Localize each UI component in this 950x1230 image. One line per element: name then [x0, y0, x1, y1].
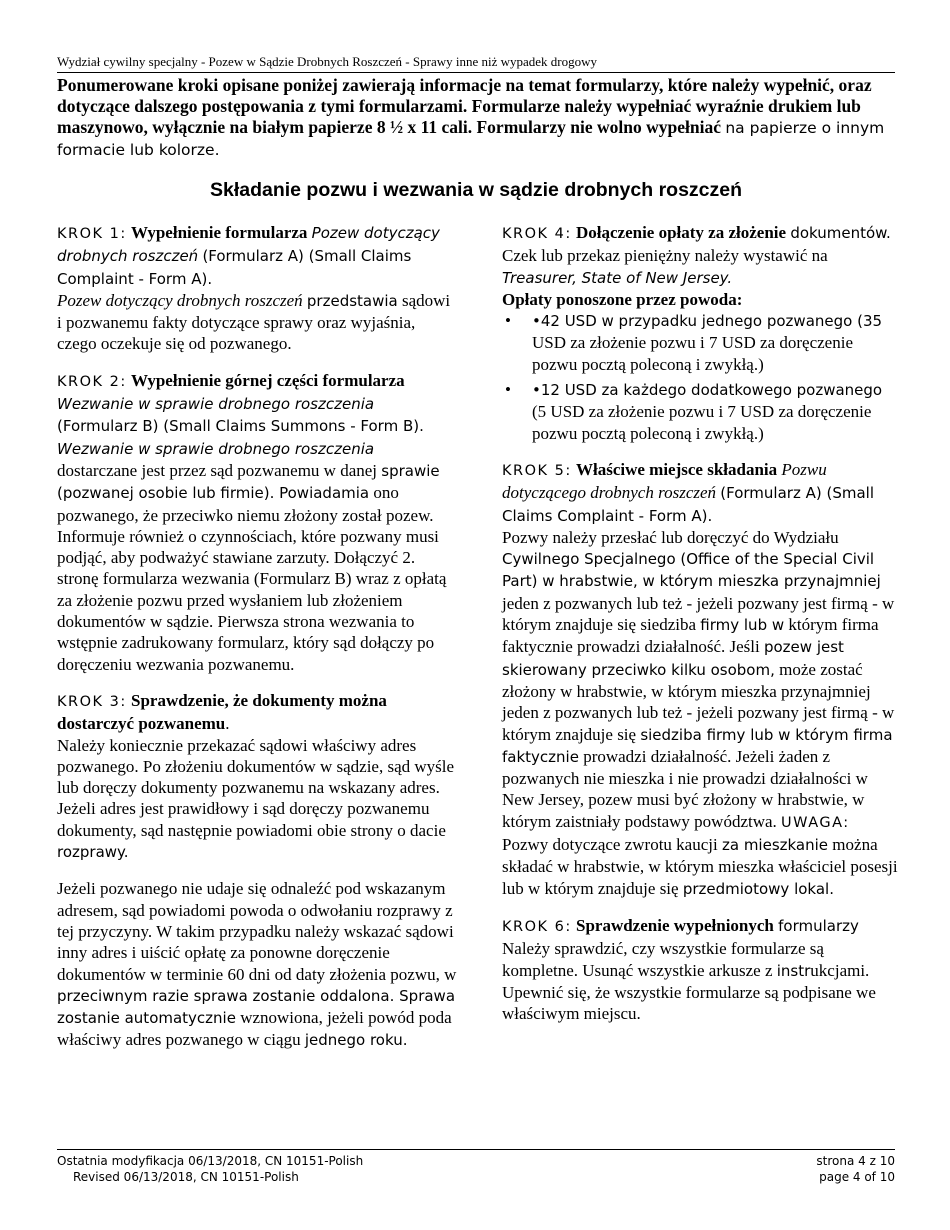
fee-lead: •12 USD za każdego dodatkowego pozwanego [532, 381, 883, 400]
step-5-body-m: przedmiotowy lokal. [682, 879, 834, 898]
step-4-payee: Treasurer, State of New Jersey. [502, 268, 733, 287]
step-5-body-c: jeden z pozwanych lub też - jeżeli pozwany jest firmą - w którym znajduje się siedziba [502, 593, 895, 635]
bullet-icon: • [505, 380, 511, 400]
step-5-body-d: firmy lub w [700, 616, 785, 635]
step-6-keyword: KROK 6: [502, 918, 572, 935]
intro-bold: Ponumerowane kroki opisane poniżej zawierają informacje na temat formularzy, które należy wypełnić, oraz dotyczące dalszego postępowania z tymi formularzami. Formularze należy wypełniać wyraźnie drukiem lub maszynowo, wyłącznie na białym papierze 8 ½ x 11 cali. Formularzy nie wolno wypełniać [57, 75, 872, 137]
step-3: KROK 3: Sprawdzenie, że dokumenty można dostarczyć pozwanemu. Należy koniecznie przekazać sądowi właściwy adres pozwanego. Po złożeniu dokumentów w sądzie, sąd wyśle lub doręczy dokumenty pozwanemu na wskazany adres. Jeżeli adres jest prawidłowy i sąd doręczy pozwanemu dokumenty, sąd następnie powiadomi obie strony o dacie rozprawy. [57, 690, 455, 862]
step-6-heading-tail: formularzy [778, 916, 859, 935]
section-title: Składanie pozwu i wezwania w sądzie drobnych roszczeń [209, 179, 743, 201]
fees-list [502, 310, 900, 444]
step-2-heading: Wypełnienie górnej części formularza [130, 370, 405, 390]
step-1-body-b: sądowi i pozwanemu fakty dotyczące sprawy oraz wyjaśnia, czego oczekuje się od pozwanego. [57, 290, 451, 354]
step-4-heading: Dołączenie opłaty za złożenie [575, 223, 787, 242]
page-header: Wydział cywilny specjalny - Pozew w Sądzie Drobnych Roszczeń - Sprawy inne niż wypadek drogowy [57, 54, 895, 73]
step-2-body-b: sprawie (pozwanej osobie lub firmie). Powiadamia [57, 461, 440, 503]
step-4 [502, 222, 900, 444]
right-column [502, 222, 900, 1039]
step-4-heading-tail: dokumentów. [790, 224, 891, 242]
step-2-body-italic: Wezwanie w sprawie drobnego roszczenia [57, 439, 375, 458]
step-1-body-italic: Pozew dotyczący drobnych roszczeń [57, 290, 303, 310]
step-2-keyword: KROK 2: [57, 373, 127, 390]
step-3-body-a: Należy koniecznie przekazać sądowi właściwy adres pozwanego. Po złożeniu dokumentów w sądzie, sąd wyśle lub doręczy dokumenty pozwanemu na wskazany adres. Jeżeli adres jest prawidłowy i sąd doręczy pozwanemu dokumenty, sąd następnie powiadomi obie strony o dacie [57, 735, 455, 840]
step-1 [57, 222, 457, 355]
step-5 [502, 459, 900, 900]
step-5-body-a: Pozwy należy przesłać lub doręczyć do Wydziału [502, 527, 839, 547]
page-footer [57, 1149, 895, 1185]
step-5-keyword: KROK 5: [502, 462, 572, 479]
step-1-form-name: Pozew dotyczący drobnych roszczeń [57, 224, 440, 266]
step-4-keyword: KROK 4: [502, 226, 572, 242]
step-6 [502, 915, 900, 1024]
footer-revision-en: Revised 06/13/2018, CN 10151-Polish [73, 1170, 299, 1184]
step-5-body-g: może zostać złożony w hrabstwie, w którym mieszka przynajmniej jeden z pozwanych lub też - jeżeli pozwany jest firmą - w którym znajduje się [502, 659, 895, 744]
step-6-heading: Sprawdzenie wypełnionych [575, 915, 774, 935]
step-5-body-j: Pozwy dotyczące zwrotu kaucji [502, 835, 718, 855]
footer-page-en: page 4 of 10 [819, 1170, 895, 1184]
footer-revision-pl: Ostatnia modyfikacja 06/13/2018, CN 10151-Polish [57, 1154, 364, 1168]
step-2-body-c: ono pozwanego, że przeciwko niemu złożony został pozew. Informuje również o czynnościach, które pozwany musi podjąć, aby podważyć stawiane zarzuty. Dołączyć 2. stronę formularza wezwania (Formularz B) wraz z opłatą za złożenie pozwu przed wysłaniem lub złożeniem dokumentów w sądzie. Pierwsza strona wezwania to wstępnie zadrukowany formularz, który sąd dołączy po doręczeniu wezwania pozwanemu. [57, 483, 447, 674]
step-5-body-k: za mieszkanie [721, 836, 829, 855]
step-2-form-ref: (Formularz B) (Small Claims Summons - Form B). [57, 417, 424, 436]
step-5-body-h: siedziba firmy lub w którym firma faktycznie [502, 725, 893, 766]
fee-rest: (5 USD za złożenie pozwu i 7 USD za doręczenie pozwu pocztą poleconą i zwykłą.) [532, 402, 872, 443]
step-5-note-label: UWAGA: [781, 814, 850, 831]
step-6-body-c: ukcjami. Upewnić się, że wszystkie formularze są podpisane we właściwym miejscu. [502, 960, 876, 1024]
step-1-heading: Wypełnienie formularza [130, 223, 308, 242]
list-item [502, 310, 900, 375]
left-column [57, 222, 457, 1067]
step-1-form-ref: (Formularz A) (Small Claims Complaint - Form A). [57, 247, 412, 288]
step-5-body-f: pozew jest skierowany przeciwko kilku osobom, [502, 638, 844, 679]
step-5-body-b: Cywilnego Specjalnego (Office of the Special Civil Part) w hrabstwie, w którym mieszka przynajmniej [502, 550, 881, 591]
step-3-continuation [57, 878, 457, 1051]
footer-page-pl: strona 4 z 10 [816, 1154, 895, 1168]
step-3-body-b: rozprawy. [57, 843, 129, 862]
list-item [502, 379, 900, 444]
step-5-heading: Właściwe miejsce składania [575, 459, 778, 479]
bullet-icon: • [505, 311, 511, 331]
intro-paragraph [57, 75, 897, 161]
step-3-cont-b: przeciwnym razie sprawa zostanie oddalona. Sprawa zostanie automatycznie [57, 986, 456, 1028]
step-2-body-a: dostarczane jest przez sąd pozwanemu w danej [57, 460, 378, 480]
step-6-body-a: Należy sprawdzić, czy wszystkie formularze są kompletne. Usunąć wszystkie arkusze z [502, 939, 824, 980]
step-3-cont-a: Jeżeli pozwanego nie udaje się odnaleźć pod wskazanym adresem, sąd powiadomi powoda o odwołaniu rozprawy z tej przyczyny. W takim przypadku należy wskazać sądowi inny adres i uiścić opłatę za ponowne doręczenie dokumentów w terminie 60 dni od daty złożenia pozwu, w [57, 879, 457, 984]
step-6-body-b: instr [776, 961, 811, 980]
step-2 [57, 370, 457, 675]
step-5-body-l: można składać w hrabstwie, w którym mieszka właściciel posesji lub w którym znajduje się [502, 835, 898, 898]
step-5-form-ref: (Formularz A) (Small Claims Complaint - Form A). [502, 484, 874, 525]
step-3-cont-d: jednego roku. [304, 1031, 408, 1050]
step-5-body-i: prowadzi działalność. Jeżeli żaden z pozwanych nie mieszka i nie prowadzi działalności w New Jersey, pozew musi być złożony w hrabstwie, w którym zaistniały podstawy powództwa. [502, 746, 868, 831]
step-3-keyword: KROK 3: [57, 693, 127, 710]
step-2-form-name: Wezwanie w sprawie drobnego roszczenia [57, 395, 375, 414]
step-5-body-e: którym firma faktycznie prowadzi działalność. Jeśli [502, 615, 879, 657]
fee-rest: USD za złożenie pozwu i 7 USD za doręczenie pozwu pocztą poleconą i zwykłą.) [532, 333, 853, 374]
intro-tail: na papierze o innym formacie lub kolorze. [57, 119, 885, 159]
fee-lead: •42 USD w przypadku jednego pozwanego (35 [532, 312, 883, 331]
step-1-body-a: przedstawia [306, 291, 398, 310]
step-3-cont-c: wznowiona, jeżeli powód poda właściwy adres pozwanego w ciągu [57, 1008, 452, 1050]
step-5-form-name: Pozwu dotyczącego drobnych roszczeń [502, 459, 827, 503]
step-1-keyword: KROK 1: [57, 226, 127, 242]
step-3-heading: Sprawdzenie, że dokumenty można dostarczyć pozwanemu [57, 690, 387, 734]
fees-heading: Opłaty ponoszone przez powoda: [502, 289, 743, 309]
step-4-body: Czek lub przekaz pieniężny należy wystawić na [502, 246, 828, 266]
